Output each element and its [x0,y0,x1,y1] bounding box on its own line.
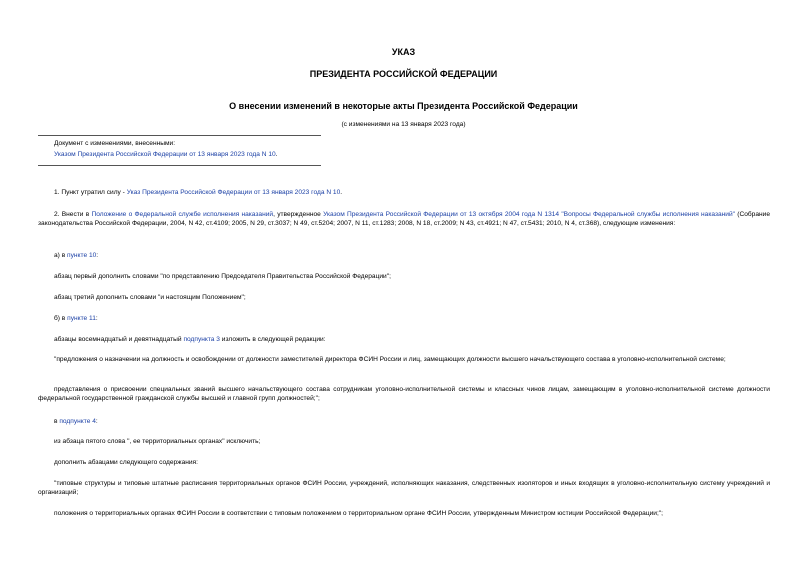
paragraph-2 [38,210,770,228]
doc-title-president: ПРЕЗИДЕНТА РОССИЙСКОЙ ФЕДЕРАЦИИ [309,69,498,79]
doc-box-link[interactable]: Указом Президента Российской Федерации от 13 января 2023 года N 10 [54,151,276,158]
doc-box-top-rule [38,135,321,136]
amendment-note: (с изменениями на 13 января 2023 года) [341,121,466,128]
pb1-text-b: изложить в следующей редакции: [219,336,326,343]
paragraph-c3: "типовые структуры и типовые штатные расписания территориальных органов ФСИН России, учреждений, исполняющих наказания, следственных изоляторов и иных входящих в уголовно-исполнительную систему учреждений и организаций; [38,480,770,496]
paragraph-a1: абзац первый дополнить словами "по представлению Председателя Правительства Российской Федерации"; [54,273,391,280]
pb1-link[interactable]: подпункта 3 [183,336,220,343]
paragraph-c1: из абзаца пятого слова ", ее территориальных органах" исключить; [54,438,261,445]
pc-link[interactable]: подпункте 4 [59,418,96,425]
paragraph-b [38,314,770,323]
p2-link-polozhenie[interactable]: Положение о Федеральной службе исполнения наказаний [91,211,274,218]
p1-tail: . [340,189,343,196]
pa-tail: : [96,252,99,259]
p2-text-b: , утвержденное [273,211,324,218]
paragraph-1 [38,188,770,197]
pb-tail: : [95,315,98,322]
paragraph-b3: представления о присвоении специальных званий высшего начальствующего состава сотрудникам уголовно-исполнительной системы и классных чинов лицам, замещающим в уголовно-исполнительной системе должности федеральной государственной гражданской службы высшей и главной групп должностей;"; [38,386,770,402]
paragraph-c4: положения о территориальных органах ФСИН России в соответствии с типовым положением о территориальном органе ФСИН России, утвержденным Министром юстиции Российской Федерации;"; [54,510,663,517]
p1-text: 1. Пункт утратил силу - [54,189,127,196]
paragraph-c2: дополнить абзацами следующего содержания: [54,459,198,466]
pa-link[interactable]: пункте 10 [67,252,97,259]
p1-link[interactable]: Указ Президента Российской Федерации от 13 января 2023 года N 10 [126,189,341,196]
doc-subtitle: О внесении изменений в некоторые акты Президента Российской Федерации [229,101,578,111]
pb1-text-a: абзацы восемнадцатый и девятнадцатый [54,336,184,343]
p2-text-c: (Собрание законодательства Российской Федерации, 2004, N 42, ст.4109; 2005, N 29, ст.3037; N 49, ст.5204; 2007, N 11, ст.1283; 2008, N 18, ст.2009; N 43, ст.4921; N 47, ст.5431; 2010, N 4, ст.368), следующие изменения: [38,211,770,227]
paragraph-b2: "предложения о назначении на должность и освобождении от должности заместителей директора ФСИН России и лиц, замещающих должности высшего начальствующего состава в уголовно-исполнительной системе; [54,356,726,363]
p2-text-a: 2. Внести в [54,211,92,218]
pb-link[interactable]: пункте 11 [67,315,96,322]
paragraph-b1 [38,335,770,344]
doc-box-link-tail: . [275,151,278,158]
pc-tail: : [95,418,98,425]
doc-box-line [54,150,324,159]
pa-text: а) в [54,252,68,259]
p2-link-ukaz[interactable]: Указом Президента Российской Федерации от 13 октября 2004 года N 1314 "Вопросы Федеральной службы исполнения наказаний" [323,211,735,218]
paragraph-a2: абзац третий дополнить словами "и настоящим Положением"; [54,294,246,301]
pc-text: в [54,418,60,425]
pb-text: б) в [54,315,68,322]
doc-box-caption: Документ с изменениями, внесенными: [54,140,176,147]
doc-box-bottom-rule [38,165,321,166]
doc-title-ukaz: УКАЗ [391,47,416,57]
paragraph-c [38,417,770,426]
paragraph-a [38,251,770,260]
